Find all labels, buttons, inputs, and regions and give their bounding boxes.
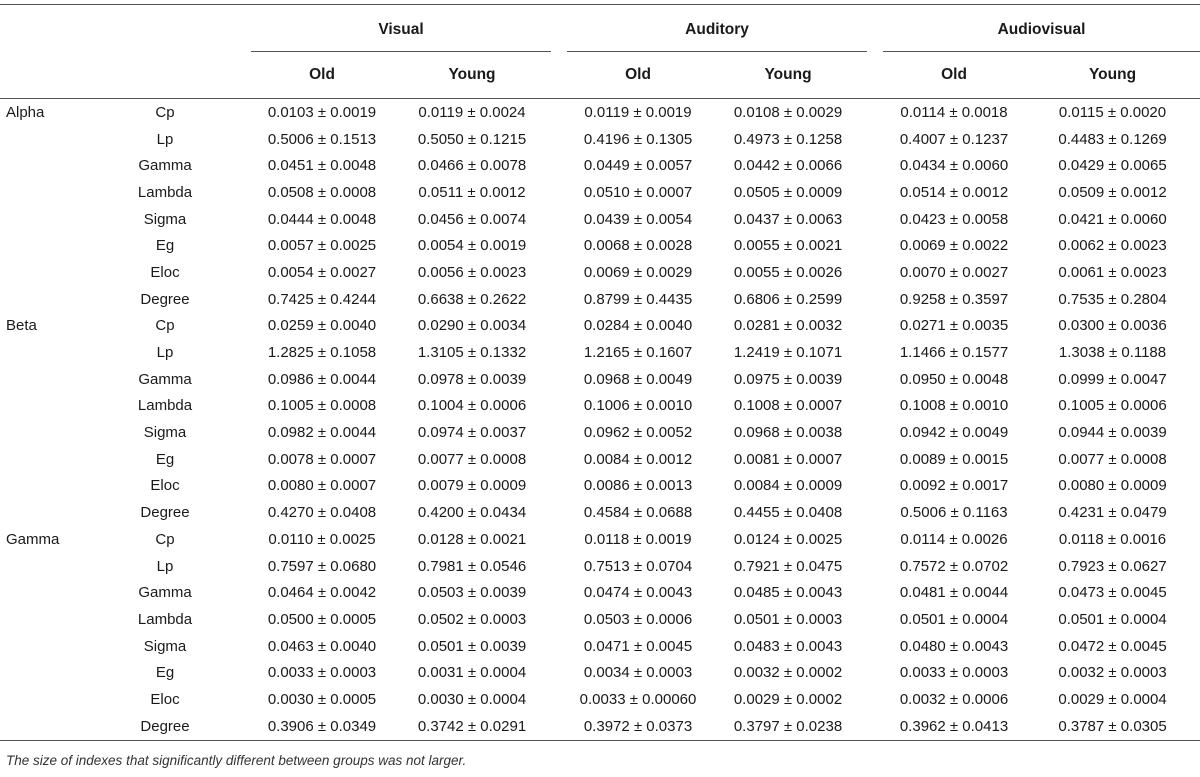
- metric-label: Eloc: [150, 477, 180, 495]
- metric-label: Degree: [140, 290, 190, 308]
- band-label: [0, 179, 95, 206]
- value-cell: 0.7425 ± 0.4244: [267, 290, 377, 308]
- value-cell: 0.0031 ± 0.0004: [417, 664, 527, 682]
- sub-header-audiovisual-old: Old: [883, 52, 1025, 99]
- value-cell: 0.0471 ± 0.0045: [583, 637, 693, 655]
- value-cell: 0.0434 ± 0.0060: [899, 157, 1009, 175]
- band-label: [0, 339, 95, 366]
- table-row: [0, 606, 1200, 633]
- value-cell: 0.0092 ± 0.0017: [899, 477, 1009, 495]
- metric-label: Eloc: [150, 263, 180, 281]
- table-body: [0, 99, 1200, 741]
- value-cell: 0.0442 ± 0.0066: [733, 157, 843, 175]
- band-label: [0, 126, 95, 153]
- value-cell: 0.0474 ± 0.0043: [583, 584, 693, 602]
- table-row: [0, 393, 1200, 420]
- value-cell: 0.0032 ± 0.0006: [899, 690, 1009, 708]
- table-row: [0, 686, 1200, 713]
- value-cell: 0.7921 ± 0.0475: [733, 557, 843, 575]
- value-cell: 0.0500 ± 0.0005: [267, 610, 377, 628]
- value-cell: 0.0463 ± 0.0040: [267, 637, 377, 655]
- band-label: [0, 259, 95, 286]
- metric-label: Lambda: [137, 397, 193, 415]
- value-cell: 0.0501 ± 0.0039: [417, 637, 527, 655]
- value-cell: 0.7513 ± 0.0704: [583, 557, 693, 575]
- group-header-auditory: Auditory: [567, 8, 867, 52]
- sub-header-auditory-old: Old: [567, 52, 709, 99]
- value-cell: 0.0444 ± 0.0048: [267, 210, 377, 228]
- value-cell: 0.0057 ± 0.0025: [267, 237, 377, 255]
- value-cell: 0.0077 ± 0.0008: [1058, 450, 1167, 468]
- value-cell: 0.4483 ± 0.1269: [1058, 130, 1167, 148]
- table-row: [0, 419, 1200, 446]
- value-cell: 0.0118 ± 0.0019: [584, 530, 692, 548]
- metric-label: Cp: [155, 103, 175, 121]
- value-cell: 0.0055 ± 0.0021: [733, 237, 843, 255]
- value-cell: 0.7923 ± 0.0627: [1058, 557, 1167, 575]
- group-header-audiovisual: Audiovisual: [883, 8, 1200, 52]
- value-cell: 0.7572 ± 0.0702: [899, 557, 1009, 575]
- table-row: [0, 499, 1200, 526]
- table-row: [0, 579, 1200, 606]
- value-cell: 0.0974 ± 0.0037: [417, 424, 527, 442]
- value-cell: 0.4200 ± 0.0434: [417, 504, 527, 522]
- value-cell: 0.0968 ± 0.0038: [733, 424, 843, 442]
- value-cell: 0.0456 ± 0.0074: [417, 210, 527, 228]
- value-cell: 0.0054 ± 0.0027: [267, 263, 377, 281]
- value-cell: 0.0290 ± 0.0034: [417, 317, 527, 335]
- value-cell: 0.0511 ± 0.0012: [418, 183, 526, 201]
- header-spacer-metric: [95, 8, 235, 52]
- value-cell: 0.0429 ± 0.0065: [1058, 157, 1167, 175]
- metric-label: Gamma: [138, 370, 192, 388]
- band-label: [0, 446, 95, 473]
- metric-label: Gamma: [138, 584, 192, 602]
- value-cell: 0.0281 ± 0.0032: [733, 317, 843, 335]
- value-cell: 0.0501 ± 0.0004: [899, 610, 1009, 628]
- value-cell: 0.0503 ± 0.0006: [583, 610, 693, 628]
- metric-label: Sigma: [143, 424, 187, 442]
- metric-label: Cp: [155, 317, 175, 335]
- table-row: [0, 206, 1200, 233]
- value-cell: 0.0999 ± 0.0047: [1058, 370, 1167, 388]
- value-cell: 1.3105 ± 0.1332: [417, 344, 527, 362]
- value-cell: 0.3962 ± 0.0413: [883, 713, 1025, 740]
- value-cell: 0.7597 ± 0.0680: [267, 557, 377, 575]
- value-cell: 0.0942 ± 0.0049: [899, 424, 1009, 442]
- band-label: [0, 393, 95, 420]
- value-cell: 0.0079 ± 0.0009: [417, 477, 527, 495]
- value-cell: 1.3038 ± 0.1188: [1058, 344, 1167, 362]
- metric-label: Cp: [155, 530, 175, 548]
- value-cell: 1.2825 ± 0.1058: [267, 344, 377, 362]
- value-cell: 0.0284 ± 0.0040: [583, 317, 693, 335]
- value-cell: 0.4007 ± 0.1237: [899, 130, 1009, 148]
- value-cell: 0.0055 ± 0.0026: [733, 263, 843, 281]
- metric-label: Lp: [156, 130, 174, 148]
- value-cell: 0.0029 ± 0.0002: [733, 690, 843, 708]
- value-cell: 0.0978 ± 0.0039: [417, 370, 527, 388]
- value-cell: 0.0986 ± 0.0044: [267, 370, 377, 388]
- value-cell: 0.0944 ± 0.0039: [1058, 424, 1167, 442]
- value-cell: 0.0975 ± 0.0039: [733, 370, 843, 388]
- value-cell: 0.7535 ± 0.2804: [1058, 290, 1167, 308]
- table-row: [0, 259, 1200, 286]
- value-cell: 0.0300 ± 0.0036: [1058, 317, 1167, 335]
- value-cell: 0.3972 ± 0.0373: [567, 713, 709, 740]
- value-cell: 0.0501 ± 0.0003: [733, 610, 843, 628]
- band-label: [0, 206, 95, 233]
- value-cell: 0.0034 ± 0.0003: [583, 664, 693, 682]
- value-cell: 0.0054 ± 0.0019: [417, 237, 527, 255]
- value-cell: 0.0119 ± 0.0019: [584, 103, 692, 121]
- table-row: [0, 446, 1200, 473]
- metric-label: Eg: [155, 237, 175, 255]
- value-cell: 0.6638 ± 0.2622: [417, 290, 527, 308]
- group-header-row: [0, 8, 1200, 52]
- metric-label: Degree: [140, 504, 190, 522]
- sub-header-visual-young: Young: [393, 52, 551, 99]
- table-row: [0, 179, 1200, 206]
- band-label: [0, 659, 95, 686]
- value-cell: 0.1005 ± 0.0008: [267, 397, 377, 415]
- value-cell: 0.0029 ± 0.0004: [1058, 690, 1167, 708]
- value-cell: 0.0033 ± 0.00060: [579, 690, 697, 708]
- metric-label: Lp: [156, 557, 174, 575]
- table-row: [0, 232, 1200, 259]
- group-header-visual: Visual: [251, 8, 551, 52]
- metric-label: Sigma: [143, 210, 187, 228]
- band-label: Alpha: [6, 103, 45, 121]
- value-cell: 0.0982 ± 0.0044: [267, 424, 377, 442]
- value-cell: 0.0464 ± 0.0042: [267, 584, 377, 602]
- value-cell: 0.0108 ± 0.0029: [733, 103, 843, 121]
- value-cell: 0.4973 ± 0.1258: [733, 130, 843, 148]
- value-cell: 0.3906 ± 0.0349: [251, 713, 393, 740]
- value-cell: 0.0032 ± 0.0003: [1058, 664, 1167, 682]
- sub-header-auditory-young: Young: [709, 52, 867, 99]
- value-cell: 0.0962 ± 0.0052: [583, 424, 693, 442]
- value-cell: 0.0968 ± 0.0049: [583, 370, 693, 388]
- value-cell: 0.0068 ± 0.0028: [583, 237, 693, 255]
- metric-label: Gamma: [138, 157, 192, 175]
- value-cell: 0.1008 ± 0.0007: [733, 397, 843, 415]
- table-row: [0, 553, 1200, 580]
- header-spacer-band: [0, 8, 95, 52]
- value-cell: 0.0103 ± 0.0019: [267, 103, 377, 121]
- value-cell: 0.4196 ± 0.1305: [583, 130, 693, 148]
- table-row: [0, 152, 1200, 179]
- value-cell: 0.0030 ± 0.0005: [267, 690, 377, 708]
- band-label: [0, 473, 95, 500]
- value-cell: 0.0505 ± 0.0009: [733, 183, 843, 201]
- value-cell: 0.3797 ± 0.0238: [709, 713, 867, 740]
- value-cell: 0.5006 ± 0.1513: [267, 130, 377, 148]
- table-row: [0, 286, 1200, 313]
- band-label: [0, 419, 95, 446]
- table-row: [0, 99, 1200, 126]
- value-cell: 0.0081 ± 0.0007: [733, 450, 843, 468]
- value-cell: 0.0062 ± 0.0023: [1058, 237, 1167, 255]
- value-cell: 0.5050 ± 0.1215: [417, 130, 527, 148]
- metric-label: Eg: [155, 664, 175, 682]
- value-cell: 0.0110 ± 0.0025: [268, 530, 376, 548]
- band-label: Gamma: [6, 530, 60, 548]
- band-label: [0, 499, 95, 526]
- value-cell: 0.0032 ± 0.0002: [733, 664, 843, 682]
- table-row: [0, 526, 1200, 553]
- value-cell: 0.4231 ± 0.0479: [1058, 504, 1167, 522]
- value-cell: 0.5006 ± 0.1163: [900, 504, 1008, 522]
- value-cell: 1.2165 ± 0.1607: [583, 344, 693, 362]
- value-cell: 0.0119 ± 0.0024: [418, 103, 526, 121]
- value-cell: 1.1466 ± 0.1577: [899, 344, 1009, 362]
- value-cell: 0.0259 ± 0.0040: [267, 317, 377, 335]
- value-cell: 0.0086 ± 0.0013: [583, 477, 693, 495]
- value-cell: 0.0061 ± 0.0023: [1058, 263, 1167, 281]
- value-cell: 0.0084 ± 0.0012: [583, 450, 693, 468]
- value-cell: 0.0033 ± 0.0003: [899, 664, 1009, 682]
- band-label: [0, 686, 95, 713]
- value-cell: 0.0056 ± 0.0023: [417, 263, 527, 281]
- value-cell: 0.0421 ± 0.0060: [1058, 210, 1167, 228]
- value-cell: 0.0423 ± 0.0058: [899, 210, 1009, 228]
- value-cell: 0.0114 ± 0.0026: [900, 530, 1008, 548]
- value-cell: 0.7981 ± 0.0546: [417, 557, 527, 575]
- value-cell: 0.1006 ± 0.0010: [583, 397, 693, 415]
- value-cell: 0.0508 ± 0.0008: [267, 183, 377, 201]
- metric-label: Lambda: [137, 183, 193, 201]
- sub-header-row: [0, 52, 1200, 99]
- sub-header-audiovisual-young: Young: [1025, 52, 1200, 99]
- value-cell: 0.0449 ± 0.0057: [583, 157, 693, 175]
- value-cell: 0.0080 ± 0.0007: [267, 477, 377, 495]
- table-top-rule: [0, 4, 1200, 5]
- table-row: [0, 473, 1200, 500]
- value-cell: 0.0503 ± 0.0039: [417, 584, 527, 602]
- metric-label: Lp: [156, 344, 174, 362]
- value-cell: 0.0480 ± 0.0043: [899, 637, 1009, 655]
- value-cell: 0.0078 ± 0.0007: [267, 450, 377, 468]
- value-cell: 0.3742 ± 0.0291: [393, 713, 551, 740]
- value-cell: 0.0084 ± 0.0009: [733, 477, 843, 495]
- value-cell: 0.0089 ± 0.0015: [899, 450, 1009, 468]
- value-cell: 0.0118 ± 0.0016: [1058, 530, 1167, 548]
- value-cell: 0.0077 ± 0.0008: [417, 450, 527, 468]
- value-cell: 0.0485 ± 0.0043: [733, 584, 843, 602]
- band-label: [0, 366, 95, 393]
- table-row: [0, 633, 1200, 660]
- value-cell: 0.3787 ± 0.0305: [1025, 713, 1200, 740]
- value-cell: 0.0437 ± 0.0063: [733, 210, 843, 228]
- value-cell: 0.0128 ± 0.0021: [417, 530, 527, 548]
- value-cell: 0.4584 ± 0.0688: [583, 504, 693, 522]
- value-cell: 0.0501 ± 0.0004: [1058, 610, 1167, 628]
- value-cell: 0.9258 ± 0.3597: [899, 290, 1009, 308]
- band-label: [0, 606, 95, 633]
- band-label: [0, 713, 95, 740]
- band-label: [0, 152, 95, 179]
- value-cell: 0.0466 ± 0.0078: [417, 157, 527, 175]
- metric-label: Eg: [155, 450, 175, 468]
- table-row: [0, 659, 1200, 686]
- sub-header-visual-old: Old: [251, 52, 393, 99]
- value-cell: 0.1008 ± 0.0010: [899, 397, 1009, 415]
- results-table: [0, 8, 1200, 741]
- value-cell: 0.0080 ± 0.0009: [1058, 477, 1167, 495]
- value-cell: 0.0124 ± 0.0025: [733, 530, 843, 548]
- value-cell: 0.4270 ± 0.0408: [267, 504, 377, 522]
- value-cell: 1.2419 ± 0.1071: [733, 344, 843, 362]
- band-label: Beta: [6, 317, 37, 335]
- value-cell: 0.0502 ± 0.0003: [417, 610, 527, 628]
- value-cell: 0.0472 ± 0.0045: [1058, 637, 1167, 655]
- table-footnote: The size of indexes that significantly different between groups was not larger.: [6, 753, 467, 768]
- value-cell: 0.0069 ± 0.0029: [583, 263, 693, 281]
- metric-label: Degree: [95, 713, 235, 740]
- metric-label: Sigma: [143, 637, 187, 655]
- metric-label: Lambda: [137, 610, 193, 628]
- value-cell: 0.6806 ± 0.2599: [733, 290, 843, 308]
- value-cell: 0.0514 ± 0.0012: [899, 183, 1009, 201]
- band-label: [0, 232, 95, 259]
- band-label: [0, 579, 95, 606]
- value-cell: 0.0481 ± 0.0044: [899, 584, 1009, 602]
- value-cell: 0.0451 ± 0.0048: [267, 157, 377, 175]
- value-cell: 0.0033 ± 0.0003: [267, 664, 377, 682]
- value-cell: 0.0950 ± 0.0048: [899, 370, 1009, 388]
- band-label: [0, 633, 95, 660]
- table-row: [0, 339, 1200, 366]
- value-cell: 0.8799 ± 0.4435: [583, 290, 693, 308]
- value-cell: 0.1005 ± 0.0006: [1058, 397, 1167, 415]
- value-cell: 0.0439 ± 0.0054: [583, 210, 693, 228]
- value-cell: 0.0473 ± 0.0045: [1058, 584, 1167, 602]
- table-row: [0, 713, 1200, 740]
- table-row: [0, 126, 1200, 153]
- value-cell: 0.0509 ± 0.0012: [1058, 183, 1167, 201]
- band-label: [0, 286, 95, 313]
- table-row: [0, 366, 1200, 393]
- value-cell: 0.4455 ± 0.0408: [733, 504, 843, 522]
- metric-label: Eloc: [150, 690, 180, 708]
- value-cell: 0.0070 ± 0.0027: [899, 263, 1009, 281]
- value-cell: 0.0069 ± 0.0022: [899, 237, 1009, 255]
- value-cell: 0.0114 ± 0.0018: [900, 103, 1008, 121]
- value-cell: 0.0271 ± 0.0035: [899, 317, 1009, 335]
- value-cell: 0.1004 ± 0.0006: [417, 397, 527, 415]
- band-label: [0, 553, 95, 580]
- value-cell: 0.0115 ± 0.0020: [1058, 103, 1167, 121]
- table-row: [0, 313, 1200, 340]
- value-cell: 0.0483 ± 0.0043: [733, 637, 843, 655]
- value-cell: 0.0510 ± 0.0007: [583, 183, 693, 201]
- value-cell: 0.0030 ± 0.0004: [417, 690, 527, 708]
